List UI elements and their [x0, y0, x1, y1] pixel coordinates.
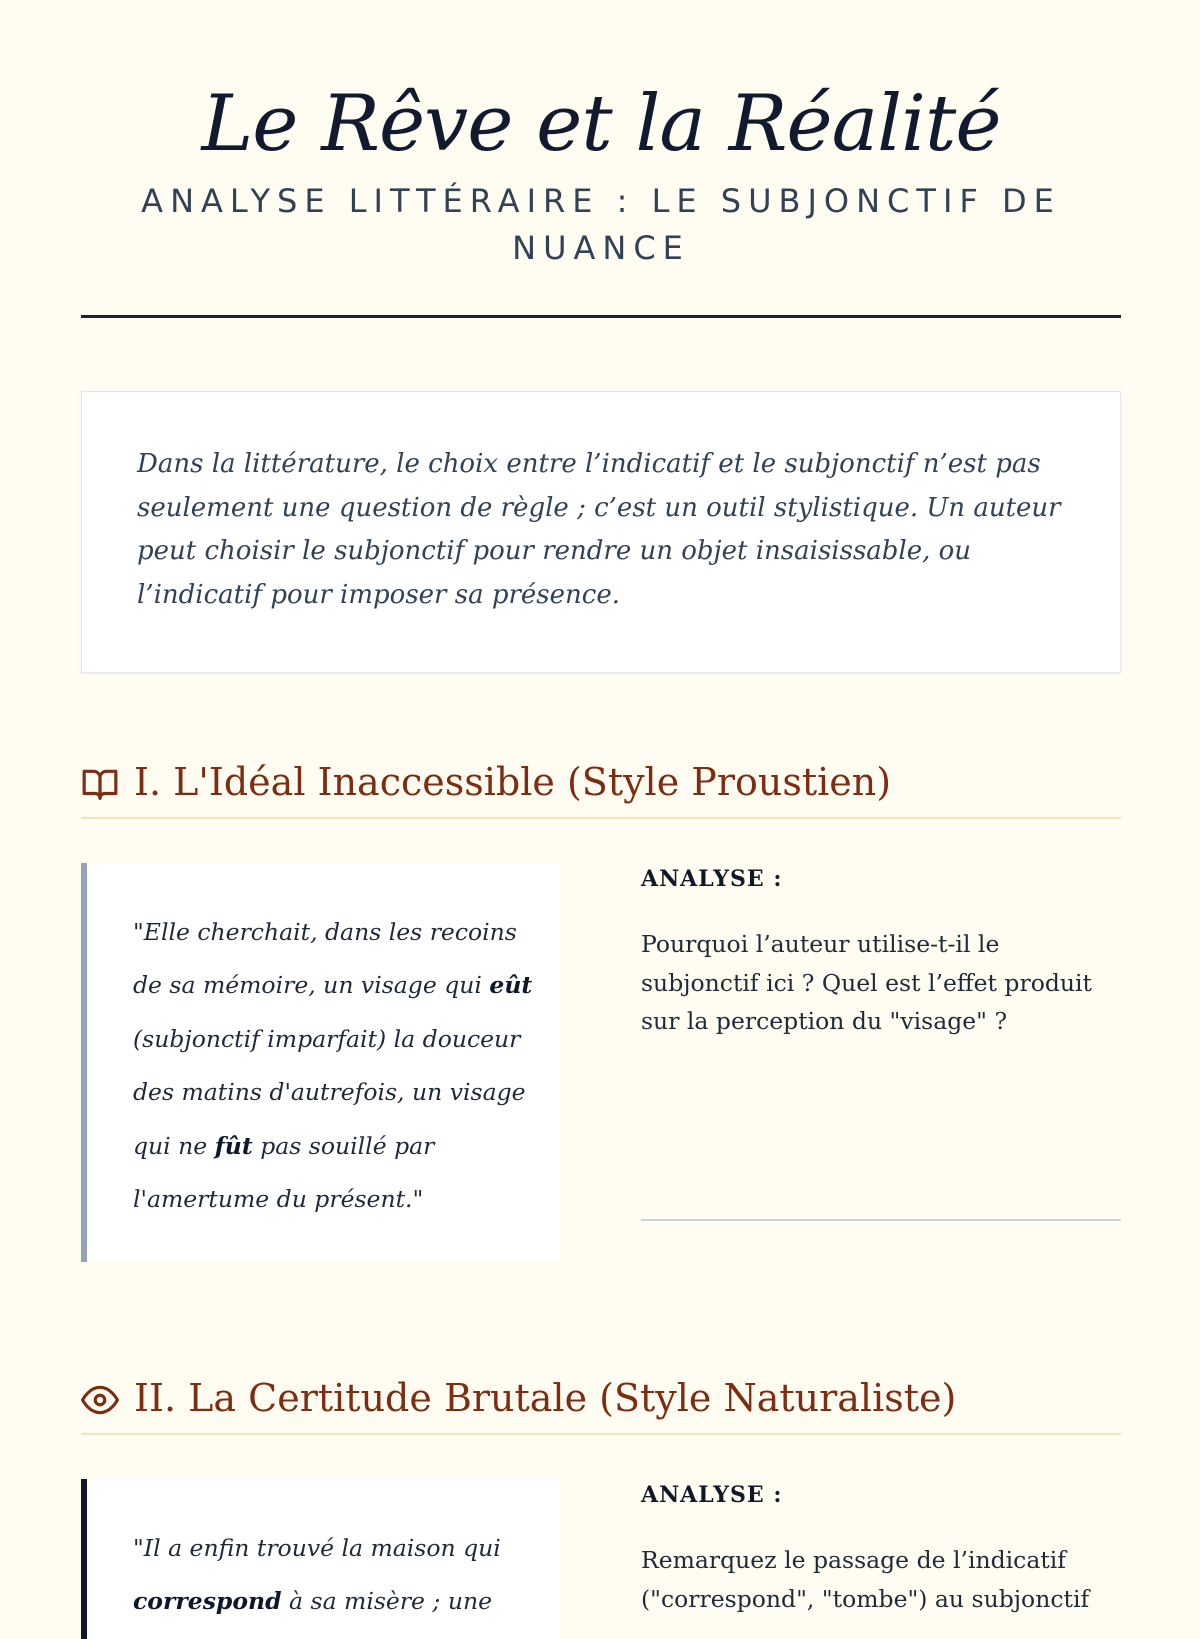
- quote-text: "Il a enfin trouvé la maison qui: [133, 1534, 501, 1562]
- quote-emphasis: correspond: [133, 1587, 282, 1616]
- eye-icon: [81, 1381, 119, 1419]
- section-1-title: I. L'Idéal Inaccessible (Style Proustien): [134, 760, 892, 804]
- section-1-quote: [81, 863, 560, 1262]
- quote-text: à sa misère ; une: [281, 1587, 492, 1616]
- section-1-analysis: [641, 864, 1121, 1041]
- quote-emphasis: eût: [489, 971, 533, 1000]
- quote-text: pas souillé par l'amertume du présent.": [133, 1131, 435, 1214]
- analysis-label: ANALYSE :: [641, 866, 783, 892]
- analysis-question: Pourquoi l’auteur utilise-t-il le subjonctif ici ? Quel est l’effet produit sur la perception du "visage" ?: [641, 930, 1092, 1035]
- page: [81, 0, 1121, 1616]
- quote-text: "Elle cherchait, dans les recoins de sa mémoire, un visage qui: [133, 918, 517, 1000]
- section-2-quote: [81, 1479, 560, 1639]
- open-book-icon: [81, 765, 119, 803]
- analysis-question: Remarquez le passage de l’indicatif ("correspond", "tombe") au subjonctif: [641, 1546, 1090, 1613]
- page-subtitle: ANALYSE LITTÉRAIRE : LE SUBJONCTIF DE NUANCE: [141, 182, 1061, 267]
- section-2-analysis: [641, 1480, 1121, 1618]
- section-1-heading: [81, 757, 1121, 819]
- intro-box: Dans la littérature, le choix entre l’indicatif et le subjonctif n’est pas seulement une question de règle ; c’est un outil stylistique. Un auteur peut choisir le subjonctif pour rendre un objet insaisissable, ou l’indicatif pour imposer sa présence.: [81, 391, 1121, 673]
- quote-emphasis: fût: [214, 1131, 253, 1160]
- page-title: Le Rêve et la Réalité: [201, 79, 1001, 169]
- header-divider: [81, 315, 1121, 318]
- section-2-heading: [81, 1373, 1121, 1435]
- answer-line[interactable]: [641, 1219, 1121, 1221]
- analysis-label: ANALYSE :: [641, 1482, 783, 1508]
- quote-text: (subjonctif imparfait) la douceur des matins d'autrefois, un visage qui ne: [133, 1024, 526, 1160]
- section-2-title: II. La Certitude Brutale (Style Naturaliste): [134, 1376, 957, 1420]
- page-header: [81, 0, 1121, 318]
